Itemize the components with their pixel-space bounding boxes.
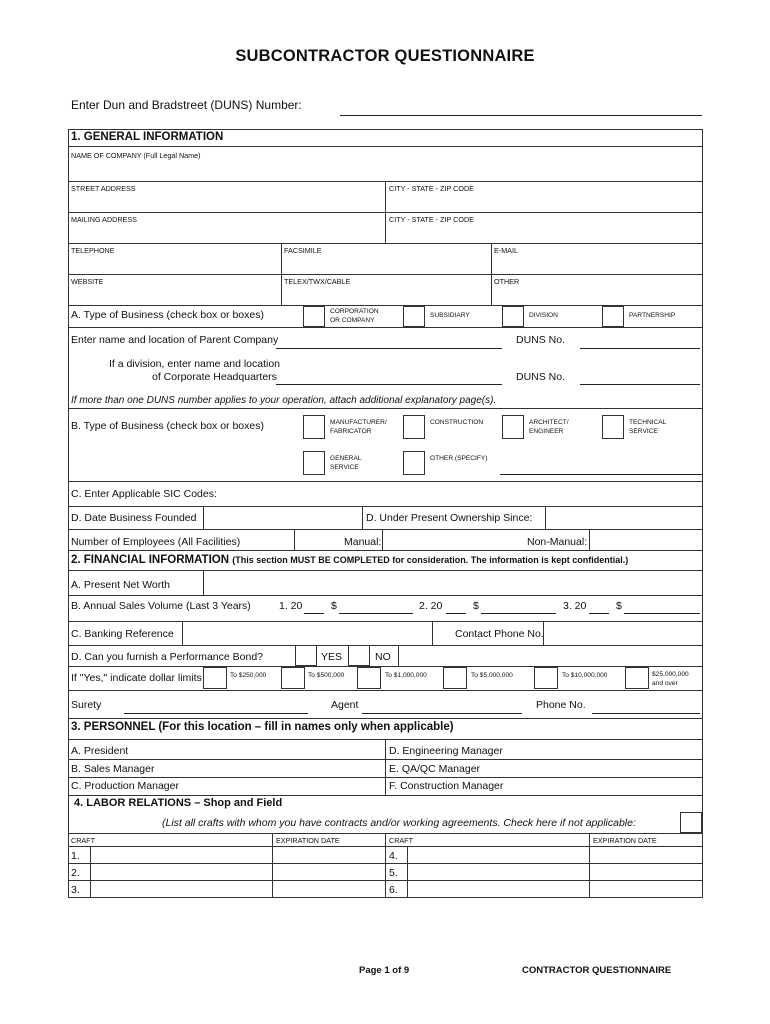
general-service-label: GENERAL SERVICE — [330, 455, 362, 471]
bond-question-label: D. Can you furnish a Performance Bond? — [71, 651, 264, 663]
architect-checkbox[interactable] — [502, 415, 524, 439]
facsimile-field[interactable] — [283, 256, 489, 273]
other-specify-field[interactable] — [500, 474, 702, 475]
ownership-since-label: D. Under Present Ownership Since: — [366, 512, 533, 524]
company-name-field[interactable] — [69, 160, 702, 180]
telephone-label: TELEPHONE — [71, 246, 115, 255]
footer-document-name: CONTRACTOR QUESTIONNAIRE — [522, 965, 672, 976]
year-3-field[interactable] — [589, 613, 609, 614]
qa-qc-manager-label: E. QA/QC Manager — [389, 763, 481, 775]
section-4-header: 4. LABOR RELATIONS – Shop and Field — [74, 797, 283, 809]
craft-row-6-number: 6. — [389, 884, 398, 896]
sales-manager-label: B. Sales Manager — [71, 763, 155, 775]
sales-manager-field[interactable] — [160, 761, 382, 776]
division-label: DIVISION — [529, 312, 558, 319]
agent-label: Agent — [331, 699, 359, 711]
craft-row-5-number: 5. — [389, 867, 398, 879]
page-number: Page 1 of 9 — [359, 965, 410, 976]
year-2-field[interactable] — [446, 613, 466, 614]
craft-row-2-field[interactable] — [92, 865, 270, 879]
craft-row-1-number: 1. — [71, 850, 80, 862]
mailing-city-state-zip-label: CITY - STATE - ZIP CODE — [389, 215, 474, 224]
division-checkbox[interactable] — [502, 306, 524, 327]
other-specify-label: OTHER (SPECIFY) — [430, 455, 488, 462]
craft-row-6-field[interactable] — [409, 882, 587, 896]
non-manual-employees-field[interactable] — [591, 531, 701, 549]
telephone-field[interactable] — [69, 256, 280, 273]
craft-row-3-field[interactable] — [92, 882, 270, 896]
other-field[interactable] — [493, 287, 701, 304]
president-field[interactable] — [160, 741, 382, 757]
craft-row-5-field[interactable] — [409, 865, 587, 879]
limit-500k-label: To $500,000 — [308, 672, 345, 679]
manufacturer-checkbox[interactable] — [303, 415, 325, 439]
limit-5m-label: To $5,000,000 — [471, 672, 513, 679]
technical-service-checkbox[interactable] — [602, 415, 624, 439]
sales-year-3-field[interactable] — [624, 613, 700, 614]
mailing-address-label: MAILING ADDRESS — [71, 215, 137, 224]
bond-yes-checkbox[interactable] — [295, 645, 317, 666]
subsidiary-checkbox[interactable] — [403, 306, 425, 327]
parent-duns-field[interactable] — [580, 348, 700, 349]
surety-label: Surety — [71, 699, 102, 711]
employees-label: Number of Employees (All Facilities) — [71, 536, 241, 548]
limit-25m-checkbox[interactable] — [625, 667, 649, 689]
ownership-since-field[interactable] — [547, 508, 701, 527]
not-applicable-checkbox[interactable] — [680, 812, 702, 833]
if-yes-label: If "Yes," indicate dollar limits — [71, 672, 202, 684]
construction-manager-field[interactable] — [510, 779, 701, 794]
corporation-label: CORPORATION OR COMPANY — [330, 308, 379, 324]
sales-year-2-field[interactable] — [481, 613, 556, 614]
telex-field[interactable] — [283, 287, 489, 304]
duns-label: Enter Dun and Bradstreet (DUNS) Number: — [71, 98, 302, 112]
subsidiary-label: SUBSIDIARY — [430, 312, 470, 319]
limit-1m-label: To $1,000,000 — [385, 672, 427, 679]
date-founded-label: D. Date Business Founded — [71, 512, 197, 524]
section-3-header: 3. PERSONNEL (For this location – fill in names only when applicable) — [71, 721, 454, 733]
net-worth-label: A. Present Net Worth — [71, 579, 171, 591]
email-field[interactable] — [493, 256, 701, 273]
expiration-row-3-field[interactable] — [274, 882, 383, 896]
craft-row-2-number: 2. — [71, 867, 80, 879]
facsimile-label: FACSIMILE — [284, 246, 322, 255]
dollar-sign-3: $ — [616, 600, 622, 612]
limit-1m-checkbox[interactable] — [357, 667, 381, 689]
bond-no-checkbox[interactable] — [348, 645, 370, 666]
page-title: SUBCONTRACTOR QUESTIONNAIRE — [235, 47, 535, 65]
manual-label: Manual: — [344, 536, 382, 548]
other-specify-checkbox[interactable] — [403, 451, 425, 475]
craft-row-1-field[interactable] — [92, 848, 270, 862]
year-1-field[interactable] — [304, 613, 324, 614]
company-name-label: NAME OF COMPANY (Full Legal Name) — [71, 151, 201, 160]
surety-field[interactable] — [124, 713, 308, 714]
limit-10m-label: To $10,000,000 — [562, 672, 608, 679]
expiration-row-6-field[interactable] — [591, 882, 701, 896]
dollar-sign-1: $ — [331, 600, 337, 612]
engineering-manager-field[interactable] — [505, 741, 701, 757]
website-field[interactable] — [69, 287, 280, 304]
duns-number-field[interactable] — [340, 115, 702, 116]
section-2-header: 2. FINANCIAL INFORMATION (This section MUST BE COMPLETED for consideration. The information is kept confidential.) — [71, 554, 629, 566]
limit-25m-label: $25,000,000 and over — [652, 671, 689, 687]
division-hq-label-2: of Corporate Headquarters — [152, 371, 277, 383]
corporate-hq-field[interactable] — [276, 384, 502, 385]
craft-row-4-field[interactable] — [409, 848, 587, 862]
mailing-city-state-zip-field[interactable] — [387, 225, 701, 242]
sic-codes-label: C. Enter Applicable SIC Codes: — [71, 488, 217, 500]
division-hq-label-1: If a division, enter name and location — [109, 358, 281, 370]
year-2-label: 2. 20 — [419, 600, 443, 612]
manual-employees-field[interactable] — [384, 531, 504, 549]
production-manager-field[interactable] — [180, 779, 382, 794]
banking-ref-label: C. Banking Reference — [71, 628, 174, 640]
type-business-b-label: B. Type of Business (check box or boxes) — [71, 420, 264, 432]
contact-phone-label: Contact Phone No. — [455, 628, 544, 640]
contact-phone-field[interactable] — [545, 623, 701, 643]
city-state-zip-field[interactable] — [387, 194, 701, 211]
craft-header-left: CRAFT — [71, 836, 95, 845]
parent-company-field[interactable] — [276, 348, 502, 349]
surety-phone-field[interactable] — [592, 713, 700, 714]
general-service-checkbox[interactable] — [303, 451, 325, 475]
expiration-row-4-field[interactable] — [591, 848, 701, 862]
other-label: OTHER — [494, 277, 520, 286]
architect-label: ARCHITECT/ ENGINEER — [529, 419, 569, 435]
manufacturer-label: MANUFACTURER/ FABRICATOR — [330, 419, 387, 435]
yes-label: YES — [321, 651, 343, 663]
president-label: A. President — [71, 745, 129, 757]
construction-checkbox[interactable] — [403, 415, 425, 439]
hq-duns-field[interactable] — [580, 384, 700, 385]
no-label: NO — [375, 651, 391, 663]
sales-year-1-field[interactable] — [339, 613, 413, 614]
craft-row-3-number: 3. — [71, 884, 80, 896]
craft-row-4-number: 4. — [389, 850, 398, 862]
expiration-row-5-field[interactable] — [591, 865, 701, 879]
limit-10m-checkbox[interactable] — [534, 667, 558, 689]
limit-250k-label: To $250,000 — [230, 672, 267, 679]
city-state-zip-label: CITY - STATE - ZIP CODE — [389, 184, 474, 193]
duns-no-label-2: DUNS No. — [516, 371, 566, 383]
expiration-header-left: EXPIRATION DATE — [276, 836, 340, 845]
technical-service-label: TECHNICAL SERVICE — [629, 419, 667, 435]
limit-250k-checkbox[interactable] — [203, 667, 227, 689]
corporation-checkbox[interactable] — [303, 306, 325, 327]
construction-manager-label: F. Construction Manager — [389, 780, 504, 792]
construction-label: CONSTRUCTION — [430, 419, 484, 426]
agent-field[interactable] — [362, 713, 522, 714]
year-1-label: 1. 20 — [279, 600, 303, 612]
street-address-label: STREET ADDRESS — [71, 184, 136, 193]
limit-5m-checkbox[interactable] — [443, 667, 467, 689]
street-address-field[interactable] — [69, 194, 384, 211]
qa-qc-manager-field[interactable] — [505, 761, 701, 776]
net-worth-field[interactable] — [205, 572, 701, 594]
surety-phone-label: Phone No. — [536, 699, 586, 711]
expiration-row-2-field[interactable] — [274, 865, 383, 879]
email-label: E-MAIL — [494, 246, 518, 255]
partnership-checkbox[interactable] — [602, 306, 624, 327]
engineering-manager-label: D. Engineering Manager — [389, 745, 503, 757]
year-3-label: 3. 20 — [563, 600, 587, 612]
expiration-row-1-field[interactable] — [274, 848, 383, 862]
limit-500k-checkbox[interactable] — [281, 667, 305, 689]
duns-no-label-1: DUNS No. — [516, 334, 566, 346]
mailing-address-field[interactable] — [69, 225, 384, 242]
non-manual-label: Non-Manual: — [527, 536, 588, 548]
sic-codes-field[interactable] — [220, 484, 700, 504]
type-business-a-label: A. Type of Business (check box or boxes) — [71, 309, 264, 321]
expiration-header-right: EXPIRATION DATE — [593, 836, 657, 845]
dollar-sign-2: $ — [473, 600, 479, 612]
sales-volume-label: B. Annual Sales Volume (Last 3 Years) — [71, 600, 251, 612]
section-1-header: 1. GENERAL INFORMATION — [71, 131, 224, 143]
website-label: WEBSITE — [71, 277, 104, 286]
craft-header-right: CRAFT — [389, 836, 413, 845]
banking-ref-field[interactable] — [184, 623, 430, 643]
more-duns-note: If more than one DUNS number applies to your operation, attach additional explanatory page(s). — [71, 395, 497, 406]
parent-company-label: Enter name and location of Parent Company — [71, 334, 279, 346]
telex-label: TELEX/TWX/CABLE — [284, 277, 351, 286]
production-manager-label: C. Production Manager — [71, 780, 179, 792]
labor-instruction: (List all crafts with whom you have contracts and/or working agreements. Check here if not applicable: — [162, 817, 636, 829]
date-founded-field[interactable] — [205, 508, 360, 527]
partnership-label: PARTNERSHIP — [629, 312, 676, 319]
